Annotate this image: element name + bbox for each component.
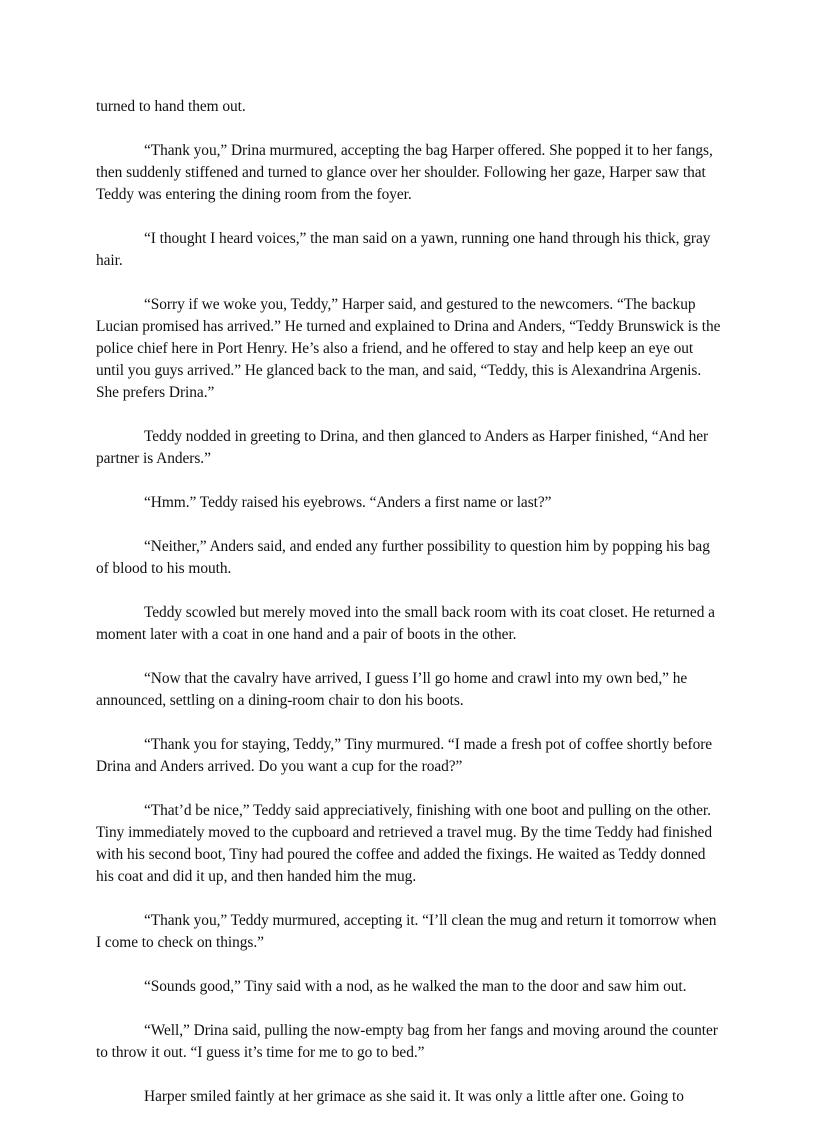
paragraph: turned to hand them out. xyxy=(96,98,246,115)
paragraph: Harper smiled faintly at her grimace as she said it. It was only a little after one. Going to xyxy=(144,1088,684,1105)
paragraph: “That’d be nice,” Teddy said appreciatively, finishing with one boot and pulling on the other. Tiny immediately moved to the cupboard and retrieved a travel mug. By the time Teddy had finished with his second boot, Tiny had poured the coffee and added the fixings. He waited as Teddy donned his coat and did it up, and then handed him the mug. xyxy=(96,802,712,885)
paragraph: “Sounds good,” Tiny said with a nod, as he walked the man to the door and saw him out. xyxy=(144,978,687,995)
paragraph: Teddy nodded in greeting to Drina, and then glanced to Anders as Harper finished, “And her partner is Anders.” xyxy=(96,428,709,467)
paragraph: Teddy scowled but merely moved into the small back room with its coat closet. He returned a moment later with a coat in one hand and a pair of boots in the other. xyxy=(96,604,715,643)
paragraph: “Well,” Drina said, pulling the now-empty bag from her fangs and moving around the counter to throw it out. “I guess it’s time for me to go to bed.” xyxy=(96,1022,718,1061)
paragraph: “Thank you,” Drina murmured, accepting the bag Harper offered. She popped it to her fangs, then suddenly stiffened and turned to glance over her shoulder. Following her gaze, Harper saw that Teddy was entering the dining room from the foyer. xyxy=(96,142,713,203)
paragraph: “Now that the cavalry have arrived, I guess I’ll go home and crawl into my own bed,” he announced, settling on a dining-room chair to don his boots. xyxy=(96,670,688,709)
paragraph: “Sorry if we woke you, Teddy,” Harper said, and gestured to the newcomers. “The backup Lucian promised has arrived.” He turned and explained to Drina and Anders, “Teddy Brunswick is the police chief here in Port Henry. He’s also a friend, and he offered to stay and help keep an eye out until you guys arrived.” He glanced back to the man, and said, “Teddy, this is Alexandrina Argenis. She prefers Drina.” xyxy=(96,296,721,401)
paragraph: “Hmm.” Teddy raised his eyebrows. “Anders a first name or last?” xyxy=(144,494,552,511)
document-page xyxy=(96,96,724,1130)
paragraph: “Thank you for staying, Teddy,” Tiny murmured. “I made a fresh pot of coffee shortly before Drina and Anders arrived. Do you want a cup for the road?” xyxy=(96,736,713,775)
paragraph: “Thank you,” Teddy murmured, accepting it. “I’ll clean the mug and return it tomorrow when I come to check on things.” xyxy=(96,912,717,951)
paragraph: “I thought I heard voices,” the man said on a yawn, running one hand through his thick, gray hair. xyxy=(96,230,711,269)
paragraph: “Neither,” Anders said, and ended any further possibility to question him by popping his bag of blood to his mouth. xyxy=(96,538,710,577)
